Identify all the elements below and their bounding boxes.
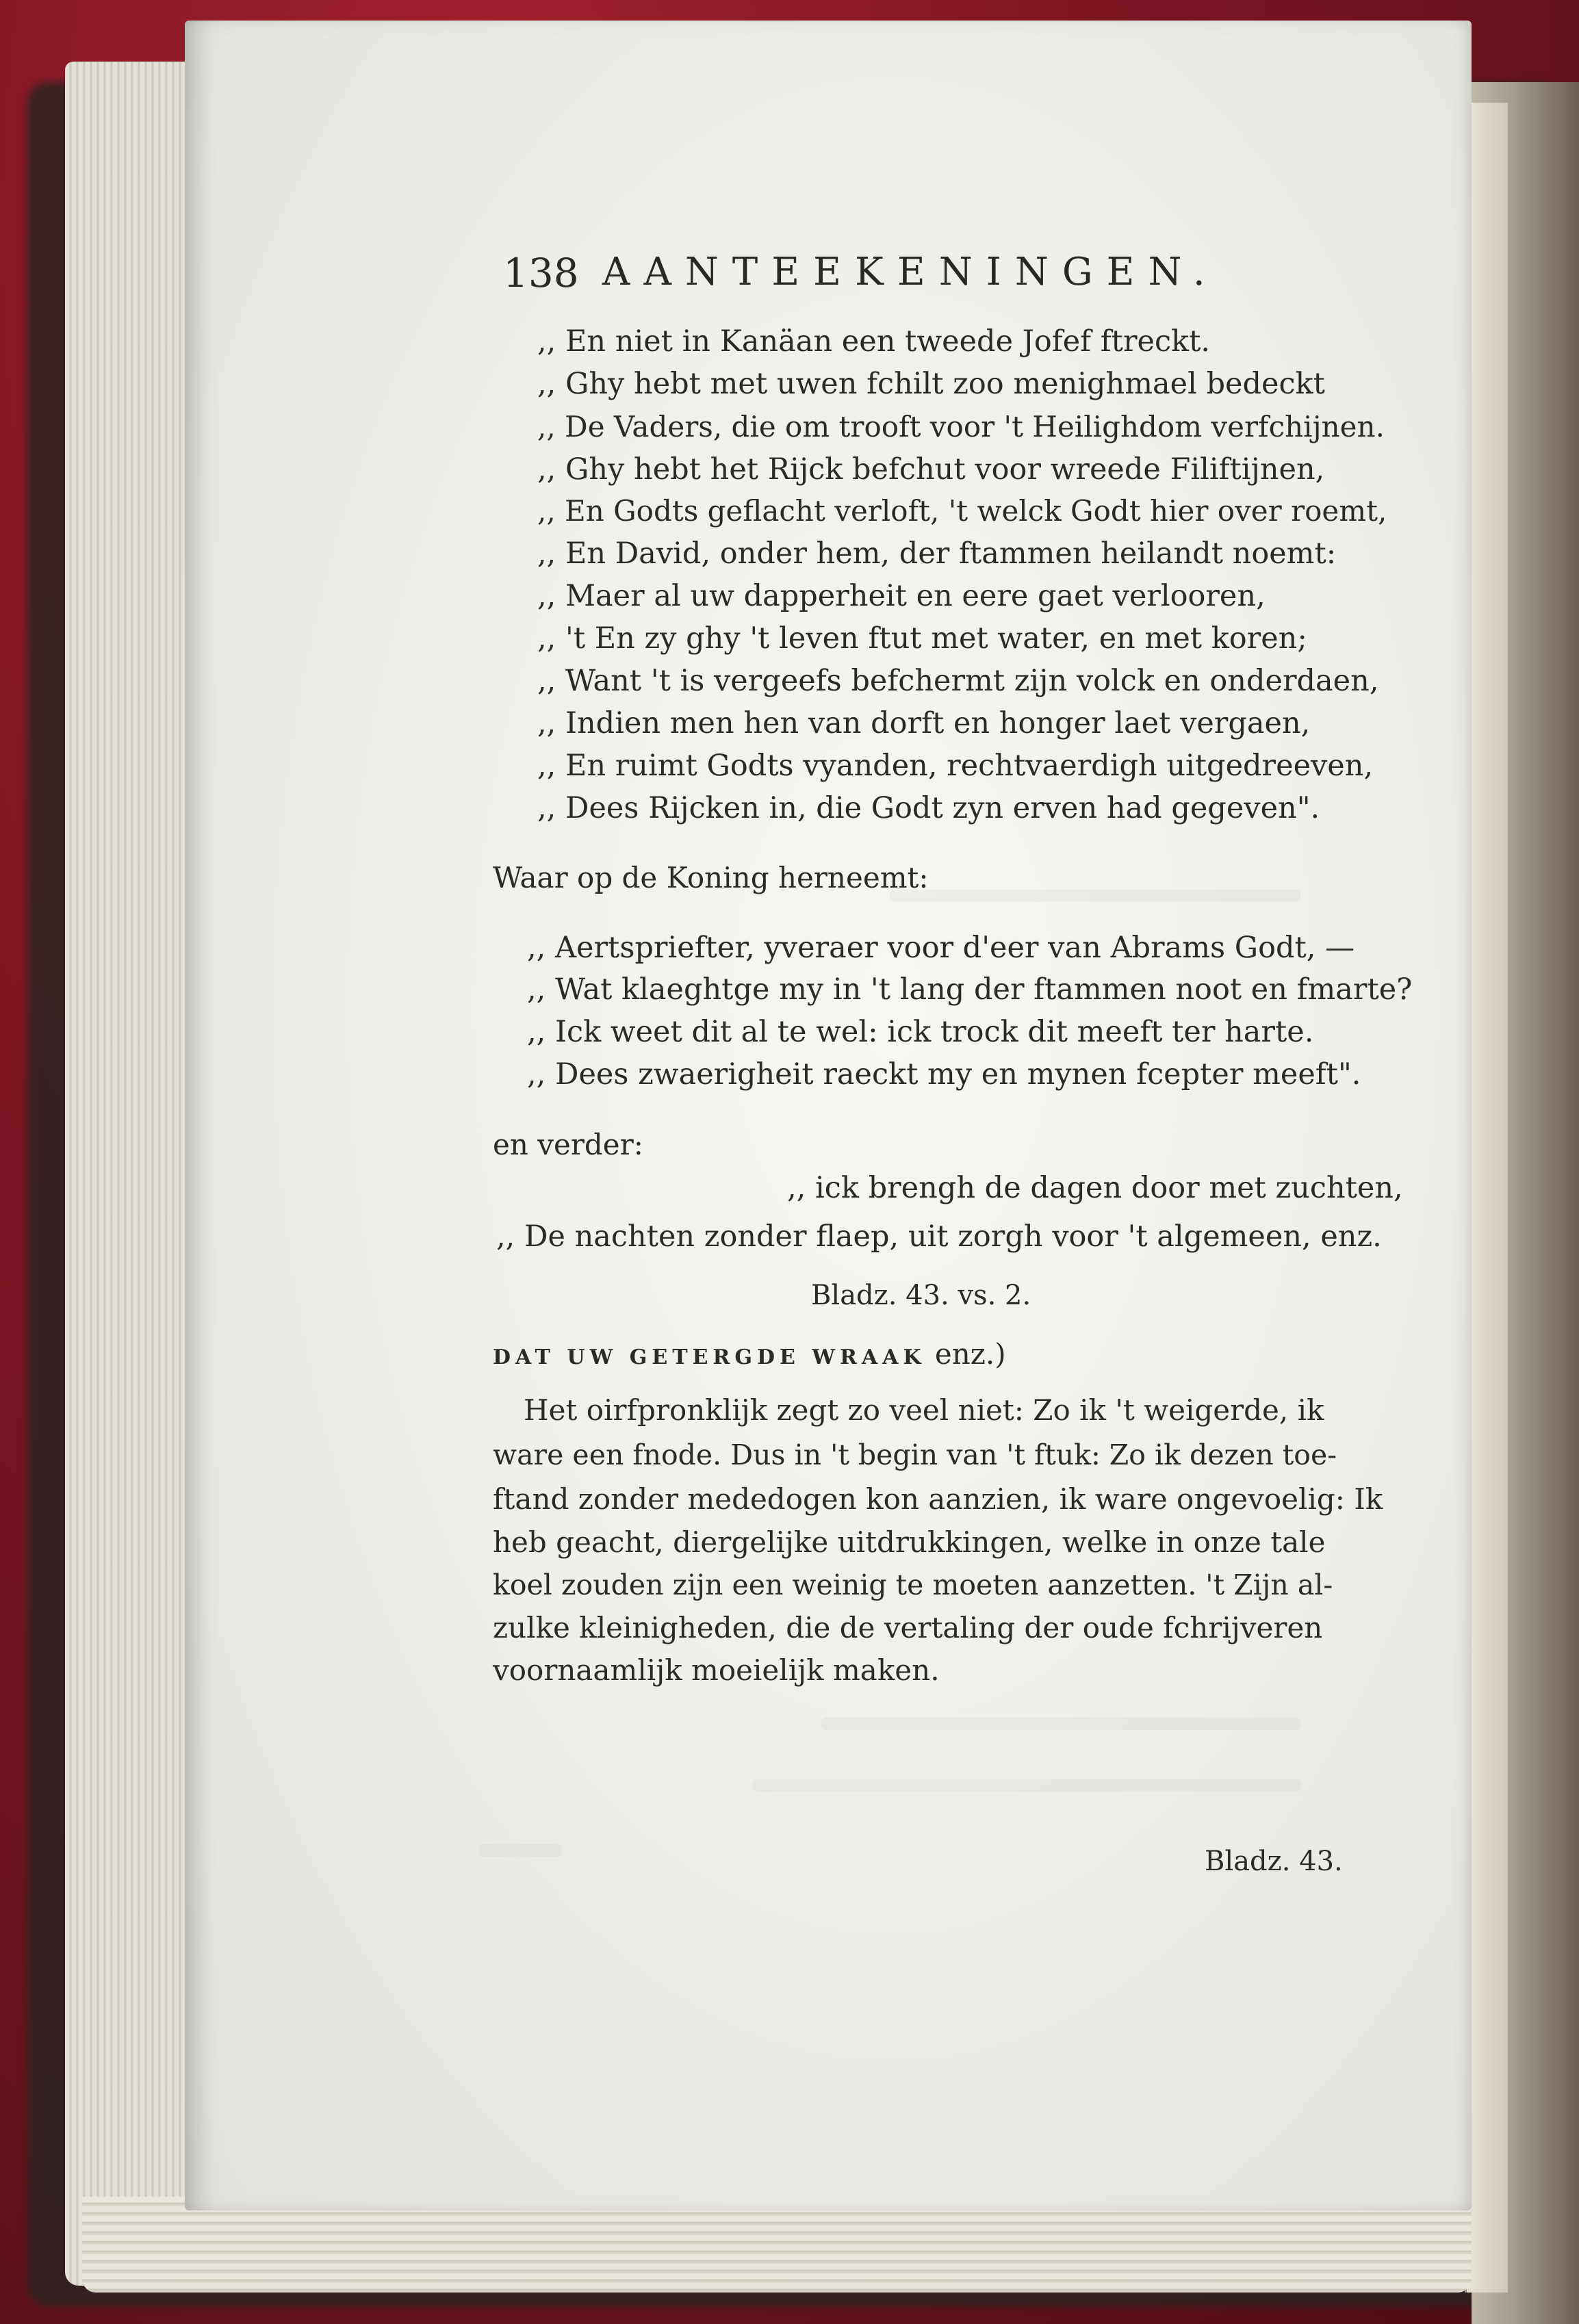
verse-line: ,, Ick weet dit al te wel: ick trock dit meeft ter harte. <box>527 1015 1314 1049</box>
bleed-through <box>753 1779 1300 1792</box>
verse-line: ,, De nachten zonder flaep, uit zorgh voor 't algemeen, enz. <box>496 1219 1382 1254</box>
commentary-line: zulke kleinigheden, die de vertaling der oude fchrijveren <box>493 1611 1323 1644</box>
prose-intro: en verder: <box>493 1128 643 1161</box>
verse-line: ,, Want 't is vergeefs befchermt zijn volck en onderdaen, <box>537 664 1379 698</box>
verse-line: ,, Wat klaeghtge my in 't lang der ftammen noot en fmarte? <box>527 972 1413 1007</box>
lemma-heading <box>493 1337 1006 1371</box>
running-title: AANTEEKENINGEN. <box>602 250 1219 294</box>
commentary-line: heb geacht, diergelijke uitdrukkingen, welke in onze tale <box>493 1525 1326 1559</box>
book-left-page-edges <box>65 62 202 2286</box>
verse-line: ,, Indien men hen van dorft en honger laet vergaen, <box>537 706 1311 740</box>
book-bottom-page-edges <box>82 2197 1472 2293</box>
page-number: 138 <box>503 250 579 296</box>
commentary-line: ftand zonder mededogen kon aanzien, ik ware ongevoelig: Ik <box>493 1482 1383 1516</box>
verse-line: ,, Dees zwaerigheit raeckt my en mynen fcepter meeft". <box>527 1057 1361 1092</box>
prose-intro: Waar op de Koning herneemt: <box>493 861 929 894</box>
bleed-through <box>821 1718 1300 1730</box>
verse-line: ,, Maer al uw dapperheit en eere gaet verlooren, <box>537 579 1266 613</box>
commentary-line: voornaamlijk moeielijk maken. <box>493 1653 940 1687</box>
page-reference: Bladz. 43. vs. 2. <box>811 1280 1031 1311</box>
verse-line: ,, En ruimt Godts vyanden, rechtvaerdigh uitgedreeven, <box>537 749 1374 783</box>
verse-line: ,, En David, onder hem, der ftammen heilandt noemt: <box>537 537 1337 571</box>
bleed-through <box>479 1844 561 1857</box>
verse-line: ,, Dees Rijcken in, die Godt zyn erven had gegeven". <box>537 791 1320 825</box>
verse-line: ,, De Vaders, die om trooft voor 't Heilighdom verfchijnen. <box>537 410 1385 443</box>
verse-line: ,, En Godts geflacht verloft, 't welck Godt hier over roemt, <box>537 494 1387 528</box>
catchword: Bladz. 43. <box>1205 1846 1343 1877</box>
commentary-line: koel zouden zijn een weinig te moeten aanzetten. 't Zijn al- <box>493 1568 1333 1601</box>
verse-line: ,, Aertspriefter, yveraer voor d'eer van Abrams Godt, — <box>527 931 1355 965</box>
lemma-caps: DAT UW GETERGDE WRAAK <box>493 1345 926 1369</box>
commentary-line: Het oirfpronklijk zegt zo veel niet: Zo ik 't weigerde, ik <box>524 1393 1324 1427</box>
commentary-line: ware een fnode. Dus in 't begin van 't ftuk: Zo ik dezen toe- <box>493 1438 1337 1471</box>
bleed-through <box>890 890 1300 902</box>
verse-line: ,, Ghy hebt met uwen fchilt zoo menighmael bedeckt <box>537 367 1325 401</box>
verse-line: ,, En niet in Kanäan een tweede Jofef ftreckt. <box>537 324 1211 359</box>
lemma-rest: enz.) <box>925 1337 1006 1371</box>
verse-line: ,, 't En zy ghy 't leven ftut met water, en met koren; <box>537 621 1307 656</box>
verse-line: ,, ick brengh de dagen door met zuchten, <box>787 1171 1403 1205</box>
verse-line: ,, Ghy hebt het Rijck befchut voor wreede Filiftijnen, <box>537 452 1325 487</box>
